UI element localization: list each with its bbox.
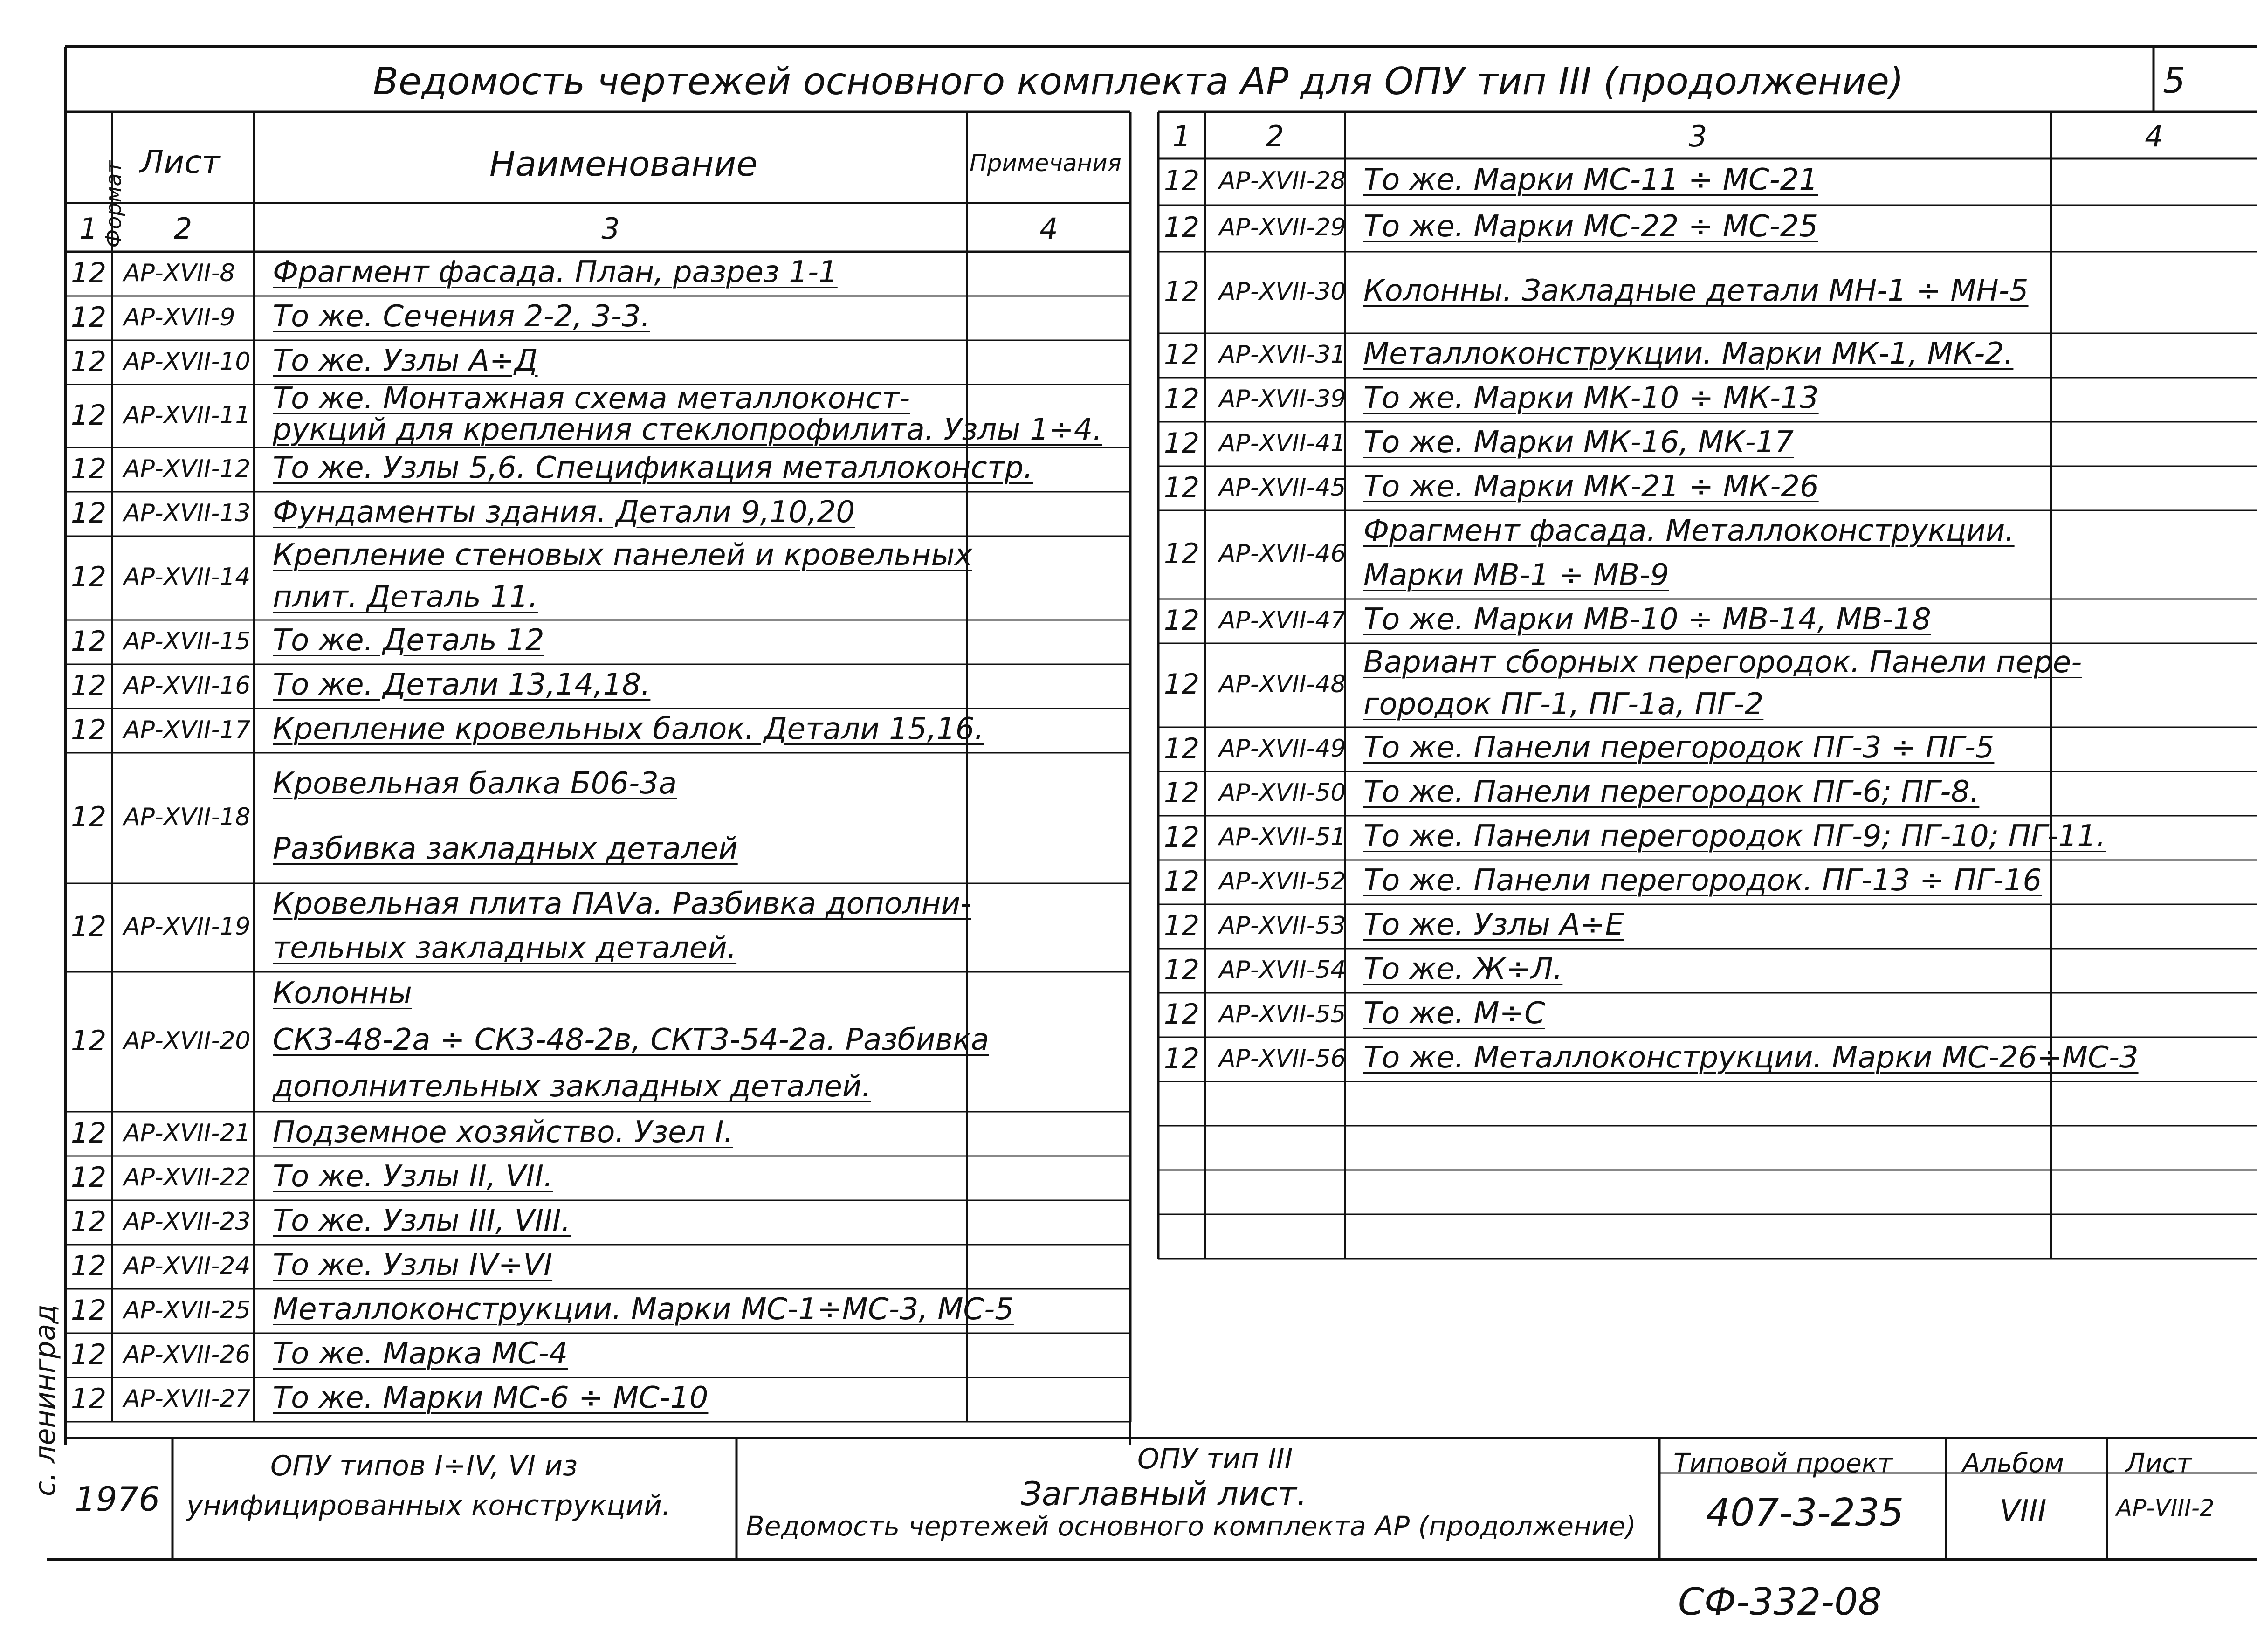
row-name-line: Крепление стеновых панелей и кровельных [273, 538, 972, 572]
sheet-number: АР-VIII-2 [2116, 1494, 2215, 1521]
right-row-name-line: То же. М÷С [1363, 996, 1545, 1031]
right-row-format: 12 [1163, 732, 1200, 765]
right-row-name-line: То же. Панели перегородок ПГ-3 ÷ ПГ-5 [1363, 730, 1995, 765]
right-row-format: 12 [1163, 604, 1200, 637]
row-format: 12 [70, 1382, 107, 1415]
row-name-line: То же. Монтажная схема металлоконст- [273, 381, 910, 416]
right-row-format: 12 [1163, 998, 1200, 1031]
row-format: 12 [70, 1205, 107, 1238]
album-number: VIII [2000, 1494, 2047, 1528]
right-row-name-line: То же. Ж÷Л. [1363, 951, 1563, 986]
row-sheet-code: АР-XVII-16 [124, 671, 251, 700]
row-format: 12 [70, 1116, 107, 1150]
stamp-left-text-2: унифицированных конструкций. [186, 1489, 671, 1522]
row-format: 12 [70, 256, 107, 289]
right-row-format: 12 [1163, 909, 1200, 942]
row-name-line: Разбивка закладных деталей [273, 832, 738, 866]
row-name-line: То же. Узлы II, VII. [273, 1159, 553, 1194]
right-row-sheet-code: АР-XVII-49 [1219, 734, 1346, 763]
right-row-sheet-code: АР-XVII-50 [1219, 778, 1346, 807]
row-format: 12 [70, 910, 107, 943]
right-row-format: 12 [1163, 211, 1200, 244]
right-row-format: 12 [1163, 1042, 1200, 1075]
right-row-sheet-code: АР-XVII-30 [1219, 277, 1346, 306]
album-label: Альбом [1962, 1448, 2064, 1479]
right-row-name-line: Колонны. Закладные детали МН-1 ÷ МН-5 [1363, 273, 2029, 308]
stamp-left-text-1: ОПУ типов I÷IV, VI из [270, 1450, 578, 1482]
row-name-line: Колонны [273, 976, 412, 1011]
col-header-notes: Примечания [970, 150, 1122, 177]
right-row-sheet-code: АР-XVII-46 [1219, 540, 1346, 568]
col-number-4: 4 [1039, 212, 1058, 246]
row-sheet-code: АР-XVII-27 [124, 1384, 251, 1413]
row-name-line: плит. Деталь 11. [273, 580, 538, 614]
row-name-line: СК3-48-2а ÷ СК3-48-2в, СКТ3-54-2а. Разбивка [273, 1023, 989, 1057]
row-name-line: дополнительных закладных деталей. [273, 1069, 871, 1104]
right-row-format: 12 [1163, 382, 1200, 415]
right-row-sheet-code: АР-XVII-48 [1219, 670, 1346, 698]
bottom-archive-code: СФ-332-08 [1678, 1580, 1882, 1624]
right-row-name-line: То же. Панели перегородок ПГ-9; ПГ-10; ПГ-11. [1363, 819, 2106, 854]
col-header-sheet: Лист [140, 144, 220, 181]
row-format: 12 [70, 1025, 107, 1057]
row-sheet-code: АР-XVII-14 [124, 563, 251, 591]
row-sheet-code: АР-XVII-11 [124, 401, 251, 429]
row-format: 12 [70, 345, 107, 378]
row-sheet-code: АР-XVII-8 [124, 259, 235, 287]
right-row-name-line: То же. Марки МК-21 ÷ МК-26 [1363, 469, 1819, 504]
row-name-line: То же. Узлы III, VIII. [273, 1203, 571, 1238]
row-name-line: То же. Детали 13,14,18. [273, 667, 651, 702]
right-row-sheet-code: АР-XVII-54 [1219, 956, 1346, 984]
right-row-format: 12 [1163, 471, 1200, 504]
row-sheet-code: АР-XVII-13 [124, 499, 251, 527]
right-row-sheet-code: АР-XVII-31 [1219, 340, 1346, 369]
row-name-line: Кровельная балка Б06-3а [273, 766, 677, 801]
row-format: 12 [70, 801, 107, 833]
row-sheet-code: АР-XVII-24 [124, 1252, 251, 1280]
col-header-name: Наименование [489, 144, 758, 184]
col-number-2: 2 [173, 212, 193, 246]
page-title: Ведомость чертежей основного комплекта АР для ОПУ тип III (продолжение) [373, 60, 1904, 103]
row-name-line: Фрагмент фасада. План, разрез 1-1 [273, 255, 838, 289]
right-row-format: 12 [1163, 427, 1200, 460]
stamp-center-3: Ведомость чертежей основного комплекта АР (продолжение) [746, 1510, 1636, 1542]
row-format: 12 [70, 1249, 107, 1282]
row-format: 12 [70, 496, 107, 530]
row-name-line: То же. Узлы IV÷VI [273, 1247, 553, 1282]
right-row-name-line: городок ПГ-1, ПГ-1а, ПГ-2 [1363, 687, 1764, 722]
row-format: 12 [70, 669, 107, 702]
right-row-sheet-code: АР-XVII-29 [1219, 213, 1346, 241]
right-row-format: 12 [1163, 338, 1200, 371]
right-row-name-line: То же. Марки МС-11 ÷ МС-21 [1363, 163, 1818, 197]
stamp-center-2: Заглавный лист. [1021, 1475, 1307, 1513]
right-row-sheet-code: АР-XVII-53 [1219, 911, 1346, 940]
row-sheet-code: АР-XVII-22 [124, 1163, 251, 1191]
right-col-number-1: 1 [1172, 119, 1191, 153]
right-row-format: 12 [1163, 275, 1200, 308]
row-name-line: Фундаменты здания. Детали 9,10,20 [273, 495, 855, 530]
right-row-sheet-code: АР-XVII-45 [1219, 473, 1346, 502]
right-row-name-line: Металлоконструкции. Марки МК-1, МК-2. [1363, 336, 2014, 371]
right-row-name-line: То же. Панели перегородок. ПГ-13 ÷ ПГ-16 [1363, 863, 2042, 898]
side-city-text: с. ленинград [29, 1304, 62, 1496]
right-row-name-line: То же. Марки МС-22 ÷ МС-25 [1363, 209, 1818, 244]
right-col-number-3: 3 [1688, 119, 1707, 153]
row-format: 12 [70, 713, 107, 746]
right-row-format: 12 [1163, 953, 1200, 986]
right-row-sheet-code: АР-XVII-47 [1219, 606, 1346, 634]
right-col-number-4: 4 [2145, 119, 2163, 153]
row-name-line: Подземное хозяйство. Узел I. [273, 1115, 733, 1150]
right-row-format: 12 [1163, 865, 1200, 898]
right-row-name-line: То же. Марки МВ-10 ÷ МВ-14, МВ-18 [1363, 602, 1931, 637]
row-sheet-code: АР-XVII-19 [124, 913, 251, 941]
row-name-line: То же. Узлы 5,6. Спецификация металлоконстр. [273, 450, 1033, 485]
row-format: 12 [70, 561, 107, 593]
row-name-line: Металлоконструкции. Марки МС-1÷МС-3, МС-5 [273, 1292, 1014, 1327]
right-row-name-line: То же. Панели перегородок ПГ-6; ПГ-8. [1363, 774, 1980, 809]
row-format: 12 [70, 452, 107, 485]
row-format: 12 [70, 1338, 107, 1371]
row-sheet-code: АР-XVII-9 [124, 303, 235, 331]
right-row-sheet-code: АР-XVII-41 [1219, 429, 1346, 457]
row-sheet-code: АР-XVII-12 [124, 454, 251, 483]
right-row-format: 12 [1163, 165, 1200, 197]
col-header-format: Формат [101, 160, 126, 248]
row-format: 12 [70, 625, 107, 658]
right-row-sheet-code: АР-XVII-52 [1219, 867, 1346, 895]
row-format: 12 [70, 1161, 107, 1194]
row-sheet-code: АР-XVII-18 [124, 803, 251, 831]
row-name-line: рукций для крепления стеклопрофилита. Узлы 1÷4. [273, 413, 1102, 447]
right-row-name-line: Фрагмент фасада. Металлоконструкции. [1363, 513, 2015, 548]
right-col-number-2: 2 [1266, 119, 1284, 153]
row-name-line: То же. Деталь 12 [273, 623, 544, 658]
row-sheet-code: АР-XVII-26 [124, 1340, 251, 1369]
right-row-format: 12 [1163, 668, 1200, 701]
right-row-sheet-code: АР-XVII-56 [1219, 1044, 1346, 1073]
row-sheet-code: АР-XVII-21 [124, 1119, 251, 1147]
row-name-line: тельных закладных деталей. [273, 930, 737, 965]
project-number: 407-3-235 [1706, 1491, 1904, 1535]
right-row-format: 12 [1163, 537, 1200, 570]
row-name-line: Кровельная плита ПАVа. Разбивка дополни- [273, 886, 971, 921]
row-name-line: То же. Марка МС-4 [273, 1336, 568, 1371]
right-row-sheet-code: АР-XVII-51 [1219, 823, 1346, 851]
row-sheet-code: АР-XVII-17 [124, 716, 251, 744]
row-sheet-code: АР-XVII-15 [124, 627, 251, 655]
right-row-name-line: То же. Металлоконструкции. Марки МС-26÷МС-3 [1363, 1040, 2139, 1075]
stamp-year: 1976 [75, 1480, 160, 1519]
stamp-center-1: ОПУ тип III [1137, 1443, 1293, 1475]
row-sheet-code: АР-XVII-10 [124, 347, 251, 376]
right-row-name-line: То же. Марки МК-10 ÷ МК-13 [1363, 380, 1819, 415]
right-row-sheet-code: АР-XVII-28 [1219, 167, 1346, 195]
page-number: 5 [2163, 60, 2186, 101]
row-name-line: Крепление кровельных балок. Детали 15,16. [273, 711, 984, 746]
row-sheet-code: АР-XVII-25 [124, 1296, 251, 1324]
row-format: 12 [70, 1294, 107, 1327]
project-label: Типовой проект [1673, 1448, 1893, 1479]
right-row-format: 12 [1163, 820, 1200, 854]
right-row-sheet-code: АР-XVII-39 [1219, 385, 1346, 413]
col-number-1: 1 [79, 212, 98, 246]
right-row-name-line: Марки МВ-1 ÷ МВ-9 [1363, 558, 1669, 592]
right-row-sheet-code: АР-XVII-55 [1219, 1000, 1346, 1028]
sheet-label: Лист [2126, 1448, 2192, 1479]
row-name-line: То же. Узлы А÷Д [273, 343, 538, 378]
row-format: 12 [70, 301, 107, 334]
row-sheet-code: АР-XVII-23 [124, 1207, 251, 1236]
row-format: 12 [70, 399, 107, 432]
col-number-3: 3 [601, 212, 620, 246]
row-name-line: То же. Сечения 2-2, 3-3. [273, 299, 650, 334]
right-row-format: 12 [1163, 776, 1200, 809]
row-name-line: То же. Марки МС-6 ÷ МС-10 [273, 1380, 709, 1415]
right-row-name-line: То же. Марки МК-16, МК-17 [1363, 425, 1794, 460]
row-sheet-code: АР-XVII-20 [124, 1027, 251, 1055]
right-row-name-line: То же. Узлы А÷Е [1363, 907, 1624, 942]
right-row-name-line: Вариант сборных перегородок. Панели пере- [1363, 645, 2082, 680]
